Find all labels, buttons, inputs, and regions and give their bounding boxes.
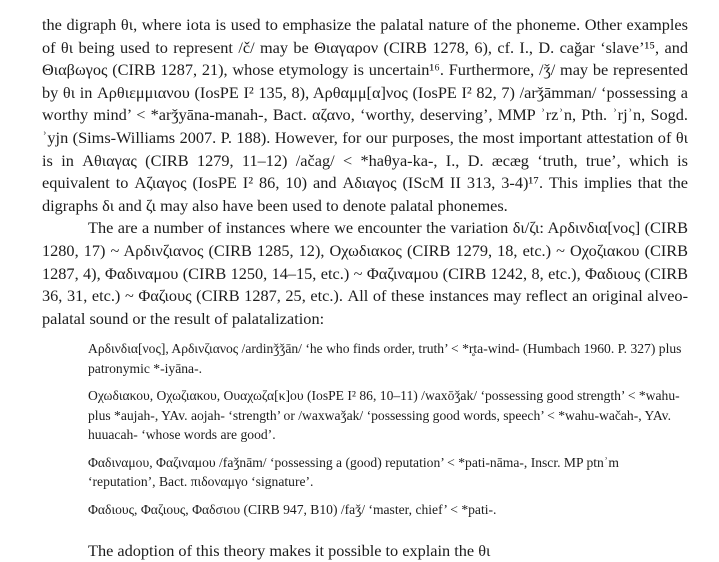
examples-list <box>88 339 688 519</box>
paragraph-digraph-theta-iota: the digraph θι, where iota is used to emphasize the palatal nature of the phoneme. Other examples of θι being used to represent /č/ may be Θιαγαρον (CIRB 1278, 6), cf. I., D. cağar ‘slave’¹⁵, and Θιαβωγος (CIRB 1287, 21), whose etymology is uncertain¹⁶. Furthermore, /ǯ/ may be represented by θι in Αρθιεμμιανου (IosPE I² 135, 8), Αρθαμμ[α]νος (IosPE I² 82, 7) /arǯāmman/ ‘possessing a worthy mind’ < *arǯyāna-manah-, Bact. αζανο, ‘worthy, deserving’, MMP ʾrzʾn, Pth. ʾrjʾn, Sogd. ʾyjn (Sims-Williams 2007. P. 188). However, for our purposes, the most important attestation of θι is in Αθιαγας (CIRB 1279, 11–12) /ačag/ < *haθya-ka-, I., D. æcæg ‘truth, true’, which is equivalent to Αζιαγος (IosPE I² 86, 10) and Αδιαγος (IScM II 313, 3-4)¹⁷. This implies that the digraphs δι and ζι may also have been used to denote palatal phonemes. <box>42 15 688 215</box>
example-ardindianos: Αρδινδια[νος], Αρδινζιανος /ardinǯǯān/ ‘he who finds order, truth’ < *r̥ta-wind- (Humbach 1960. P. 327) plus patronymic *-iyāna-. <box>88 341 682 376</box>
example-phadious: Φαδιους, Φαζιους, Φαδσιου (CIRB 947, B10) /faǯ/ ‘master, chief’ < *pati-. <box>88 501 497 517</box>
page-body <box>42 14 688 527</box>
paragraph-variation-delta-zeta: The are a number of instances where we encounter the variation δι/ζι: Αρδινδια[νος] (CIRB 1280, 17) ~ Αρδινζιανος (CIRB 1285, 12), Οχωδιακος (CIRB 1279, 18, etc.) ~ Οχοζιακου (CIRB 1287, 4), Φαδιναμου (CIRB 1250, 14–15, etc.) ~ Φαζιναμου (CIRB 1242, 8, etc.), Φαδιους (CIRB 36, 31, etc.) ~ Φαζιους (CIRB 1287, 25, etc.). All of these instances may reflect an original alveo-palatal sound or the result of palatalization: <box>42 218 688 328</box>
cut-off-line: The adoption of this theory makes it possible to explain the θι <box>88 541 491 560</box>
example-okhodiakou: Οχωδιακου, Οχωζιακου, Ουαχωζα[κ]ου (IosPE I² 86, 10–11) /waxōǯak/ ‘possessing good strength’ < *wahu- plus *aujah-, YAv. aojah- ‘strength’ or /waxwaǯak/ ‘possessing good words, speech’ < *wahu-wačah-, YAv. huuacah- ‘whose words are good’. <box>88 388 680 443</box>
example-phadinamou: Φαδιναμου, Φαζιναμου /faǯnām/ ‘possessing a (good) reputation’ < *pati-nāma-, Inscr. MP ptnʾm ‘reputation’, Bact. πιδοναμγο ‘signature’. <box>88 454 619 490</box>
